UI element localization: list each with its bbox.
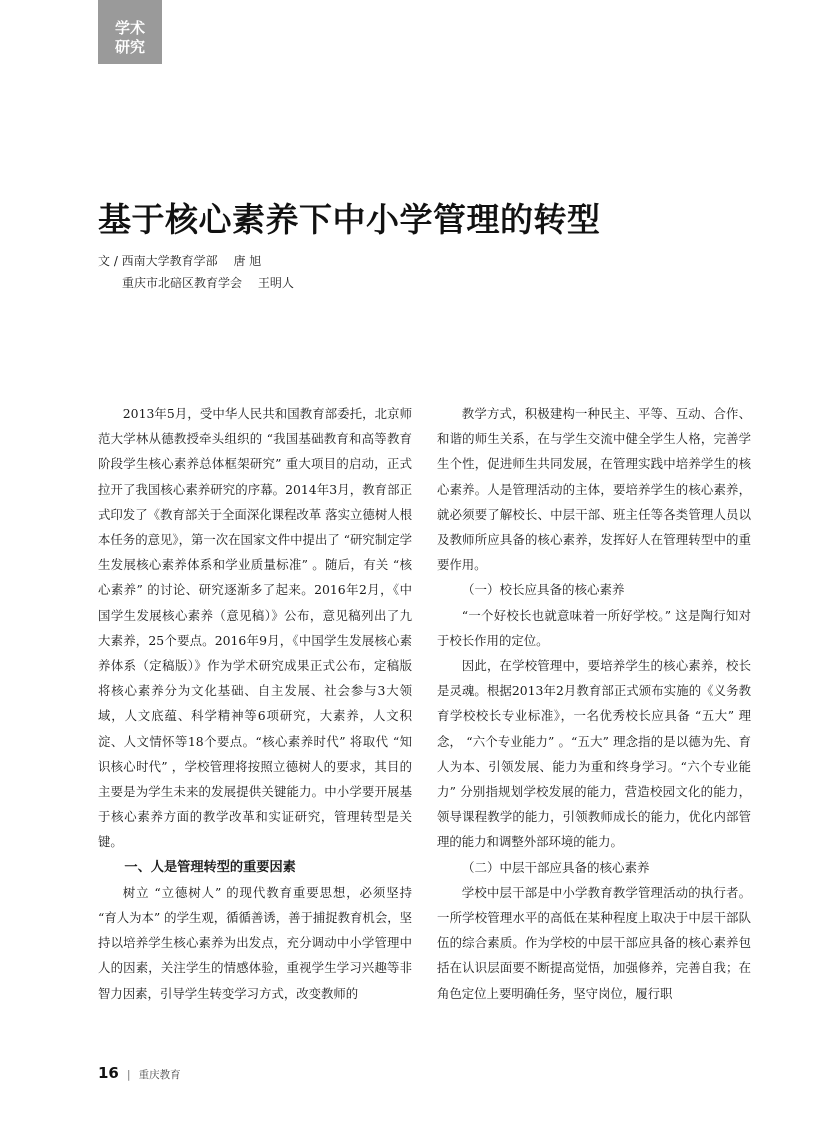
quote-paragraph: “一个好校长也就意味着一所好学校。” 这是陶行知对于校长作用的定位。 [437,607,751,648]
author-block [98,250,294,294]
section-heading: 一、人是管理转型的重要因素 [124,859,296,875]
section-tag-line1: 学术 [114,19,145,37]
paragraph: 教学方式，积极建构一种民主、平等、互动、合作、和谐的师生关系，在与学生交流中健全学生人格，完善学生个性，促进师生共同发展，在管理实践中培养学生的核心素养。人是管理活动的主体，要培养学生的核心素养，就必须要了解校长、中层干部、班主任等各类管理人员以及教师所应具备的核心素养，发挥好人在管理转型中的重要作用。 [437,406,751,573]
journal-name: 重庆教育 [138,1069,181,1081]
paragraph: 学校中层干部是中小学教育教学管理活动的执行者。一所学校管理水平的高低在某种程度上取决于中层干部队伍的综合素质。作为学校的中层干部应具备的核心素养包括在认识层面要不断提高觉悟，加强修养，完善自我；在角色定位上要明确任务，坚守岗位，履行职 [437,884,751,1001]
section-tag [98,0,162,64]
section-tag-line2: 研究 [114,38,145,56]
article-title: 基于核心素养下中小学管理的转型 [98,200,601,239]
right-column [437,401,751,1006]
left-column [98,401,412,1006]
footer-separator: | [126,1068,131,1081]
paragraph: 因此，在学校管理中，要培养学生的核心素养，校长是灵魂。根据2013年2月教育部正式颁布实施的《义务教育学校校长专业标准》，一名优秀校长应具备 “五大” 理念， “六个专业能力” 。“五大” 理念指的是以德为先、育人为本、引领发展、能力为重和终身学习。“六个专业能力” 分别指规划学校发展的能力，营造校园文化的能力，领导课程教学的能力，引领教师成长的能力，优化内部管理的能力和调整外部环境的能力。 [437,658,751,850]
subsection-heading: （一）校长应具备的核心素养 [462,582,625,598]
paragraph: 树立 “立德树人” 的现代教育重要思想，必须坚持 “育人为本” 的学生观，循循善诱，善于捕捉教育机会，坚持以培养学生核心素养为出发点，充分调动中小学管理中人的因素，关注学生的情感体验，重视学生学习兴趣等非智力因素，引导学生转变学习方式，改变教师的 [98,884,412,1001]
page-footer [98,1064,181,1082]
author-line-2: 重庆市北碚区教育学会 王明人 [122,276,294,290]
author-line-1: 文 / 西南大学教育学部 唐 旭 [98,254,262,268]
paragraph: 2013年5月，受中华人民共和国教育部委托，北京师范大学林从德教授牵头组织的 “我国基础教育和高等教育阶段学生核心素养总体框架研究” 重大项目的启动，正式拉开了我国核心素养研究的序幕。2014年3月，教育部正式印发了《教育部关于全面深化课程改革 落实立德树人根本任务的意见》，第一次在国家文件中提出了 “研究制定学生发展核心素养体系和学业质量标准” 。随后，有关 “核心素养” 的讨论、研究逐渐多了起来。2016年2月，《中国学生发展核心素养（意见稿）》公布，意见稿列出了九大素养，25个要点。2016年9月，《中国学生发展核心素养体系（定稿版）》作为学术研究成果正式公布，定稿版将核心素养分为文化基础、自主发展、社会参与3大领域，人文底蕴、科学精神等6项研究，大素养，人文积淀、人文情怀等18个要点。“核心素养时代” 将取代 “知识核心时代” ，学校管理将按照立德树人的要求，其目的主要是为学生未来的发展提供关键能力。中小学要开展基于核心素养方面的教学改革和实证研究，管理转型是关键。 [98,406,412,850]
subsection-heading: （二）中层干部应具备的核心素养 [462,859,650,875]
page-number: 16 [98,1064,119,1082]
